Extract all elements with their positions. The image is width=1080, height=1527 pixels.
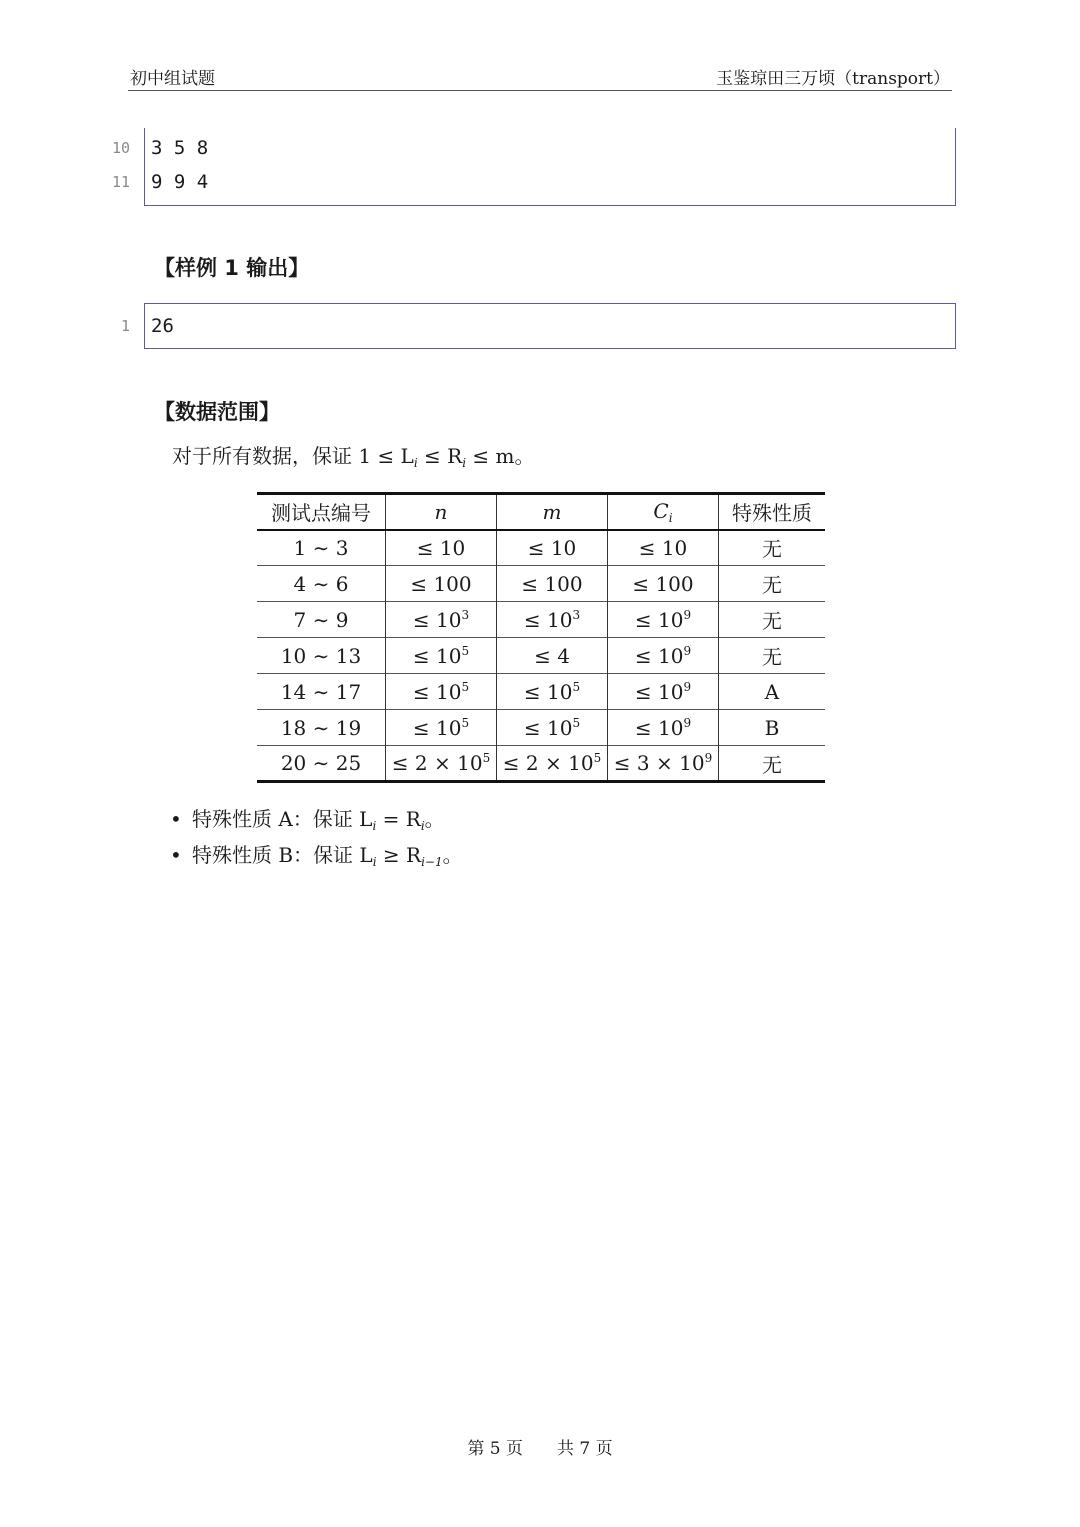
table-cell: ≤ $10^3$ bbox=[497, 602, 608, 638]
table-cell: 无 bbox=[719, 638, 826, 674]
header-special: 特殊性质 bbox=[719, 494, 826, 530]
table-cell: 4 ∼ 6 bbox=[257, 566, 386, 602]
page-total: 共 7 页 bbox=[557, 1439, 613, 1459]
table-cell: ≤ 100 bbox=[497, 566, 608, 602]
table-row bbox=[257, 710, 825, 746]
table-cell: ≤ $10^9$ bbox=[608, 674, 719, 710]
table-cell: ≤ $10^5$ bbox=[386, 638, 497, 674]
data-range-heading: 【数据范围】 bbox=[154, 400, 280, 424]
table-cell: 1 ∼ 3 bbox=[257, 530, 386, 566]
table-cell: ≤ 10 bbox=[497, 530, 608, 566]
header-right-title: 玉鉴琼田三万顷（transport） bbox=[716, 69, 950, 89]
code-line: 26 bbox=[151, 315, 174, 337]
code-line: 3 5 8 bbox=[151, 137, 209, 159]
table-row bbox=[257, 638, 825, 674]
table-cell: ≤ 10 bbox=[608, 530, 719, 566]
table-cell: ≤ $10^5$ bbox=[497, 674, 608, 710]
table-cell: A bbox=[719, 674, 826, 710]
list-item: • 特殊性质 A：保证 $L_i = R_i$。 bbox=[170, 807, 445, 833]
table-cell: ≤ $10^5$ bbox=[386, 674, 497, 710]
table-cell: 18 ∼ 19 bbox=[257, 710, 386, 746]
data-range-intro: 对于所有数据，保证 $1 \le L_i \le R_i \le m$。 bbox=[172, 444, 535, 470]
table-cell: ≤ $3 \times 10^9$ bbox=[608, 746, 719, 782]
table-cell: ≤ $2 \times 10^5$ bbox=[497, 746, 608, 782]
table-cell: 20 ∼ 25 bbox=[257, 746, 386, 782]
table-cell: 10 ∼ 13 bbox=[257, 638, 386, 674]
table-cell: 无 bbox=[719, 530, 826, 566]
sample-output-heading: 【样例 1 输出】 bbox=[154, 256, 310, 280]
table-cell: ≤ 100 bbox=[608, 566, 719, 602]
special-properties-list bbox=[170, 804, 463, 876]
table-cell: 无 bbox=[719, 602, 826, 638]
table-cell: ≤ 4 bbox=[497, 638, 608, 674]
table-row bbox=[257, 566, 825, 602]
line-number: 11 bbox=[111, 173, 130, 191]
table-header-row bbox=[257, 494, 825, 530]
table-cell: 无 bbox=[719, 566, 826, 602]
table-row bbox=[257, 674, 825, 710]
page-footer bbox=[0, 1434, 1080, 1459]
header-m: m bbox=[497, 494, 608, 530]
table-row bbox=[257, 530, 825, 566]
table-cell: ≤ $10^5$ bbox=[386, 710, 497, 746]
header-n: n bbox=[386, 494, 497, 530]
header-c: $C_i$ bbox=[608, 494, 719, 530]
list-item: • 特殊性质 B：保证 $L_i \ge R_{i-1}$。 bbox=[170, 843, 463, 869]
header-left-title: 初中组试题 bbox=[130, 69, 215, 89]
header-case: 测试点编号 bbox=[257, 494, 386, 530]
page-header bbox=[128, 64, 952, 91]
table-cell: ≤ 100 bbox=[386, 566, 497, 602]
data-range-table bbox=[257, 492, 825, 783]
table-cell: ≤ $10^9$ bbox=[608, 638, 719, 674]
table-cell: ≤ $10^9$ bbox=[608, 602, 719, 638]
table-row bbox=[257, 746, 825, 782]
table-cell: ≤ 10 bbox=[386, 530, 497, 566]
sample-input-code-block bbox=[144, 128, 956, 206]
table-cell: 无 bbox=[719, 746, 826, 782]
table-cell: ≤ $10^5$ bbox=[497, 710, 608, 746]
code-line: 9 9 4 bbox=[151, 171, 209, 193]
table-row bbox=[257, 602, 825, 638]
line-number: 10 bbox=[111, 139, 130, 157]
table-cell: ≤ $2 \times 10^5$ bbox=[386, 746, 497, 782]
page-number: 第 5 页 bbox=[467, 1439, 523, 1459]
table-cell: 7 ∼ 9 bbox=[257, 602, 386, 638]
table-cell: B bbox=[719, 710, 826, 746]
table-cell: 14 ∼ 17 bbox=[257, 674, 386, 710]
sample-output-code-block bbox=[144, 303, 956, 349]
table-cell: ≤ $10^3$ bbox=[386, 602, 497, 638]
line-number: 1 bbox=[120, 317, 130, 335]
table-cell: ≤ $10^9$ bbox=[608, 710, 719, 746]
